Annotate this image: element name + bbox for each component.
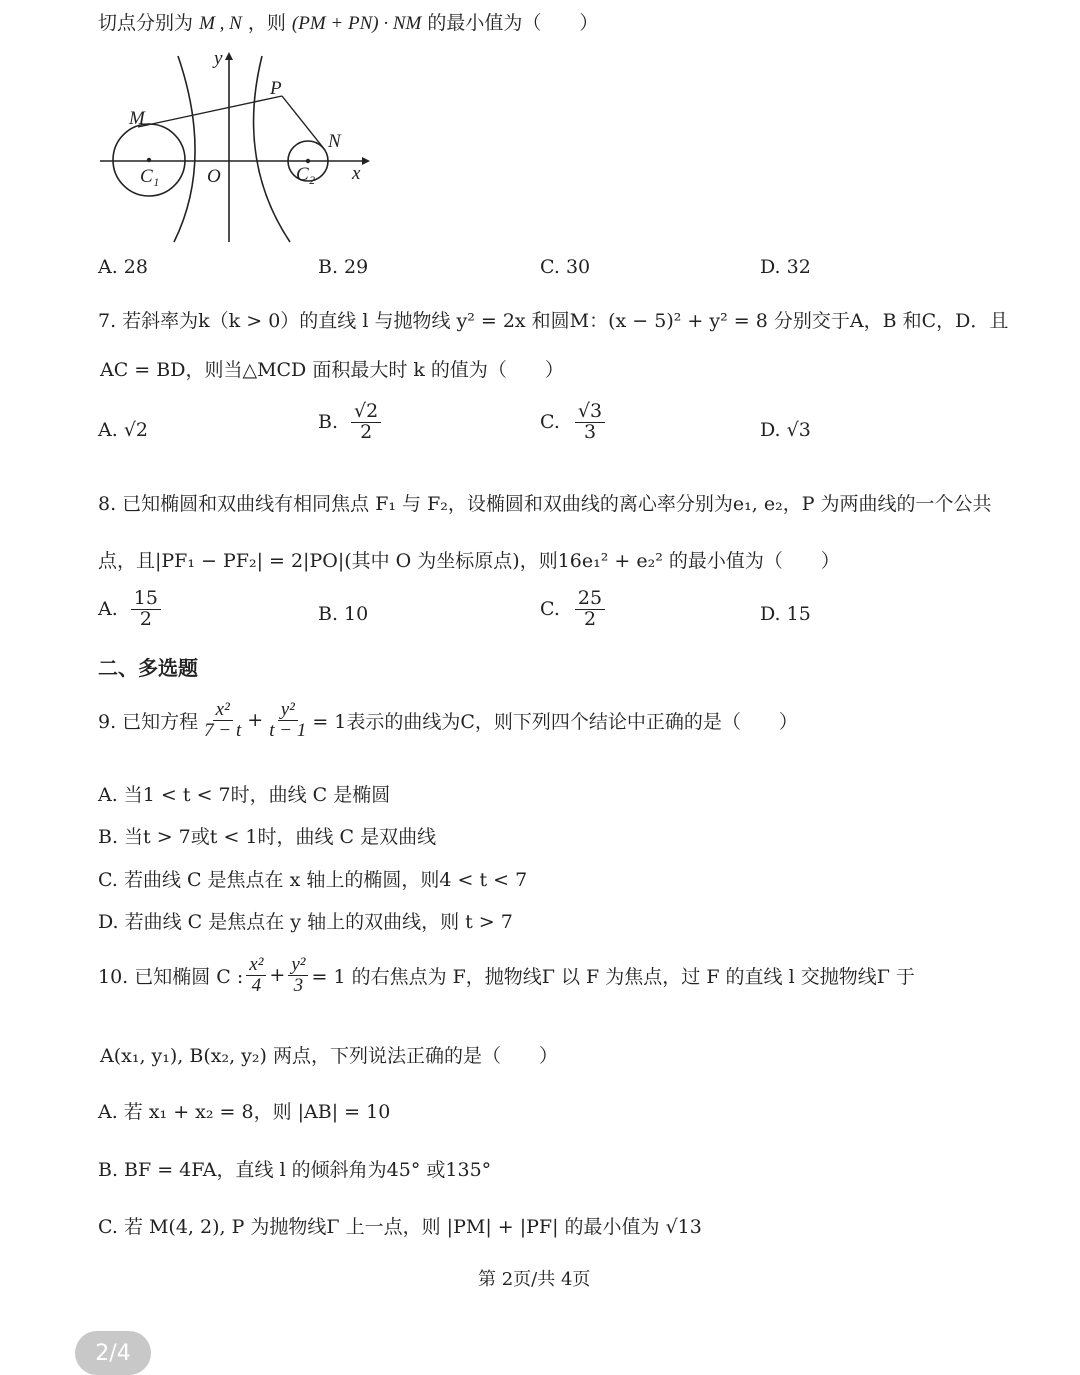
q6-stem-suffix: 的最小值为（ ） [427, 12, 599, 34]
q9-option-a: A. 当1 < t < 7时，曲线 C 是椭圆 [98, 784, 391, 806]
q10-suffix: = 1 的右焦点为 F，抛物线Γ 以 F 为焦点，过 F 的直线 l 交抛物线Γ 于 [311, 965, 915, 988]
section-heading-multiple-choice: 二、多选题 [98, 656, 198, 680]
q8-option-c-fraction [575, 589, 605, 630]
q6-stem-expr: (PM + PN) · NM [291, 13, 422, 34]
q7-option-d-label: D. [760, 419, 781, 441]
q7-line1: 7. 若斜率为k（k > 0）的直线 l 与抛物线 y² = 2x 和圆M：(x − 5)² + y² = 8 分别交于A，B 和C，D．且 [98, 310, 1009, 332]
q8-option-c-den: 2 [583, 607, 597, 630]
hyperbola-left [174, 56, 195, 242]
q10-prefix: 10. 已知椭圆 C : [98, 965, 244, 988]
q10-fraction-2 [288, 955, 308, 996]
q8-option-a-den: 2 [139, 607, 152, 630]
q6-option-a: A. 28 [98, 256, 148, 278]
q10-f2-den: 3 [293, 974, 304, 996]
q9-f1-den: 7 − t [204, 719, 242, 741]
q9-f2-den: t − 1 [269, 719, 307, 741]
q9-prefix: 9. 已知方程 [98, 710, 199, 733]
q6-option-b: B. 29 [318, 256, 369, 278]
q6-stem-prefix: 切点分别为 [98, 12, 194, 34]
q9-fraction-1 [201, 700, 244, 741]
q7-option-c-label: C. [540, 411, 560, 434]
label-o: O [207, 166, 221, 187]
label-y: y [214, 48, 223, 69]
q7-option-b-den: 2 [360, 420, 373, 443]
q8-line2: 点，且|PF₁ − PF₂| = 2|PO|(其中 O 为坐标原点)，则16e₁² + e₂² 的最小值为（ ） [98, 550, 840, 572]
q6-option-c: C. 30 [540, 256, 591, 278]
q9-f2-num: y² [278, 700, 298, 721]
q7-option-c-num: √3 [575, 402, 605, 423]
q8-option-a [98, 589, 164, 630]
center-c1 [147, 158, 151, 162]
q7-option-c [540, 402, 608, 443]
q7-option-c-fraction [575, 402, 605, 443]
q7-line2: AC = BD，则当△MCD 面积最大时 k 的值为（ ） [100, 359, 564, 381]
y-axis-arrow [225, 52, 233, 60]
q10-f2-num: y² [288, 955, 308, 976]
q8-option-a-num: 15 [131, 589, 161, 610]
q9-suffix: = 1表示的曲线为C，则下列四个结论中正确的是（ ） [312, 710, 798, 733]
q7-option-b-label: B. [318, 411, 339, 434]
q9-option-d: D. 若曲线 C 是焦点在 y 轴上的双曲线，则 t > 7 [98, 911, 513, 933]
q7-option-b-num: √2 [351, 402, 381, 423]
q7-option-d [760, 419, 811, 441]
q10-option-c: C. 若 M(4, 2), P 为抛物线Γ 上一点，则 |PM| + |PF| 的最小值为 √13 [98, 1216, 702, 1238]
q8-option-a-label: A. [98, 598, 118, 621]
q10-f1-den: 4 [251, 974, 262, 996]
q7-option-a-label: A. [98, 419, 118, 441]
segment-pm [138, 96, 282, 127]
q10-option-a: A. 若 x₁ + x₂ = 8，则 |AB| = 10 [98, 1101, 391, 1123]
page-footer: 第 2页/共 4页 [478, 1269, 591, 1290]
q10-line2: A(x₁, y₁), B(x₂, y₂) 两点，下列说法正确的是（ ） [100, 1045, 558, 1067]
q8-option-d: D. 15 [760, 603, 811, 625]
q6-stem-mid: ，则 [247, 12, 286, 34]
q8-option-c [540, 589, 608, 630]
q9-option-b: B. 当t > 7或t < 1时，曲线 C 是双曲线 [98, 826, 437, 848]
q7-option-c-den: 3 [583, 420, 597, 443]
q8-line1: 8. 已知椭圆和双曲线有相同焦点 F₁ 与 F₂，设椭圆和双曲线的离心率分别为e₁, e₂，P 为两曲线的一个公共 [98, 493, 992, 515]
q9-option-c: C. 若曲线 C 是焦点在 x 轴上的椭圆，则4 < t < 7 [98, 869, 528, 891]
q6-stem-vars: M , N [199, 13, 242, 34]
q6-option-d: D. 32 [760, 256, 811, 278]
page-indicator[interactable]: 2/4 [75, 1331, 151, 1375]
q10-fraction-1 [246, 955, 266, 996]
q10-f1-num: x² [246, 955, 266, 976]
label-p: P [270, 78, 282, 99]
q7-option-a [98, 419, 148, 441]
q6-stem [98, 8, 598, 35]
x-axis-arrow [362, 157, 370, 165]
q10-option-b: B. BF = 4FA，直线 l 的倾斜角为45° 或135° [98, 1159, 492, 1181]
q8-option-c-label: C. [540, 598, 560, 621]
q10-stem [98, 955, 915, 996]
label-m: M [129, 108, 145, 129]
center-c2 [306, 159, 310, 163]
q7-option-b [318, 402, 384, 443]
q9-fraction-2 [266, 700, 309, 741]
label-c2: C₂ [296, 164, 316, 185]
q9-f1-num: x² [213, 700, 233, 721]
q8-option-c-num: 25 [575, 589, 605, 610]
q6-figure [96, 44, 386, 249]
q7-option-d-value: √3 [786, 419, 811, 441]
q9-stem [98, 700, 798, 741]
q8-option-b: B. 10 [318, 603, 369, 625]
label-c1: C₁ [140, 166, 160, 187]
q10-plus: + [269, 964, 286, 987]
label-n: N [328, 131, 341, 152]
q8-option-a-fraction [131, 589, 161, 630]
label-x: x [352, 163, 361, 184]
q7-option-a-value: √2 [123, 419, 149, 441]
q9-plus: + [247, 709, 264, 732]
q7-option-b-fraction [351, 402, 381, 443]
